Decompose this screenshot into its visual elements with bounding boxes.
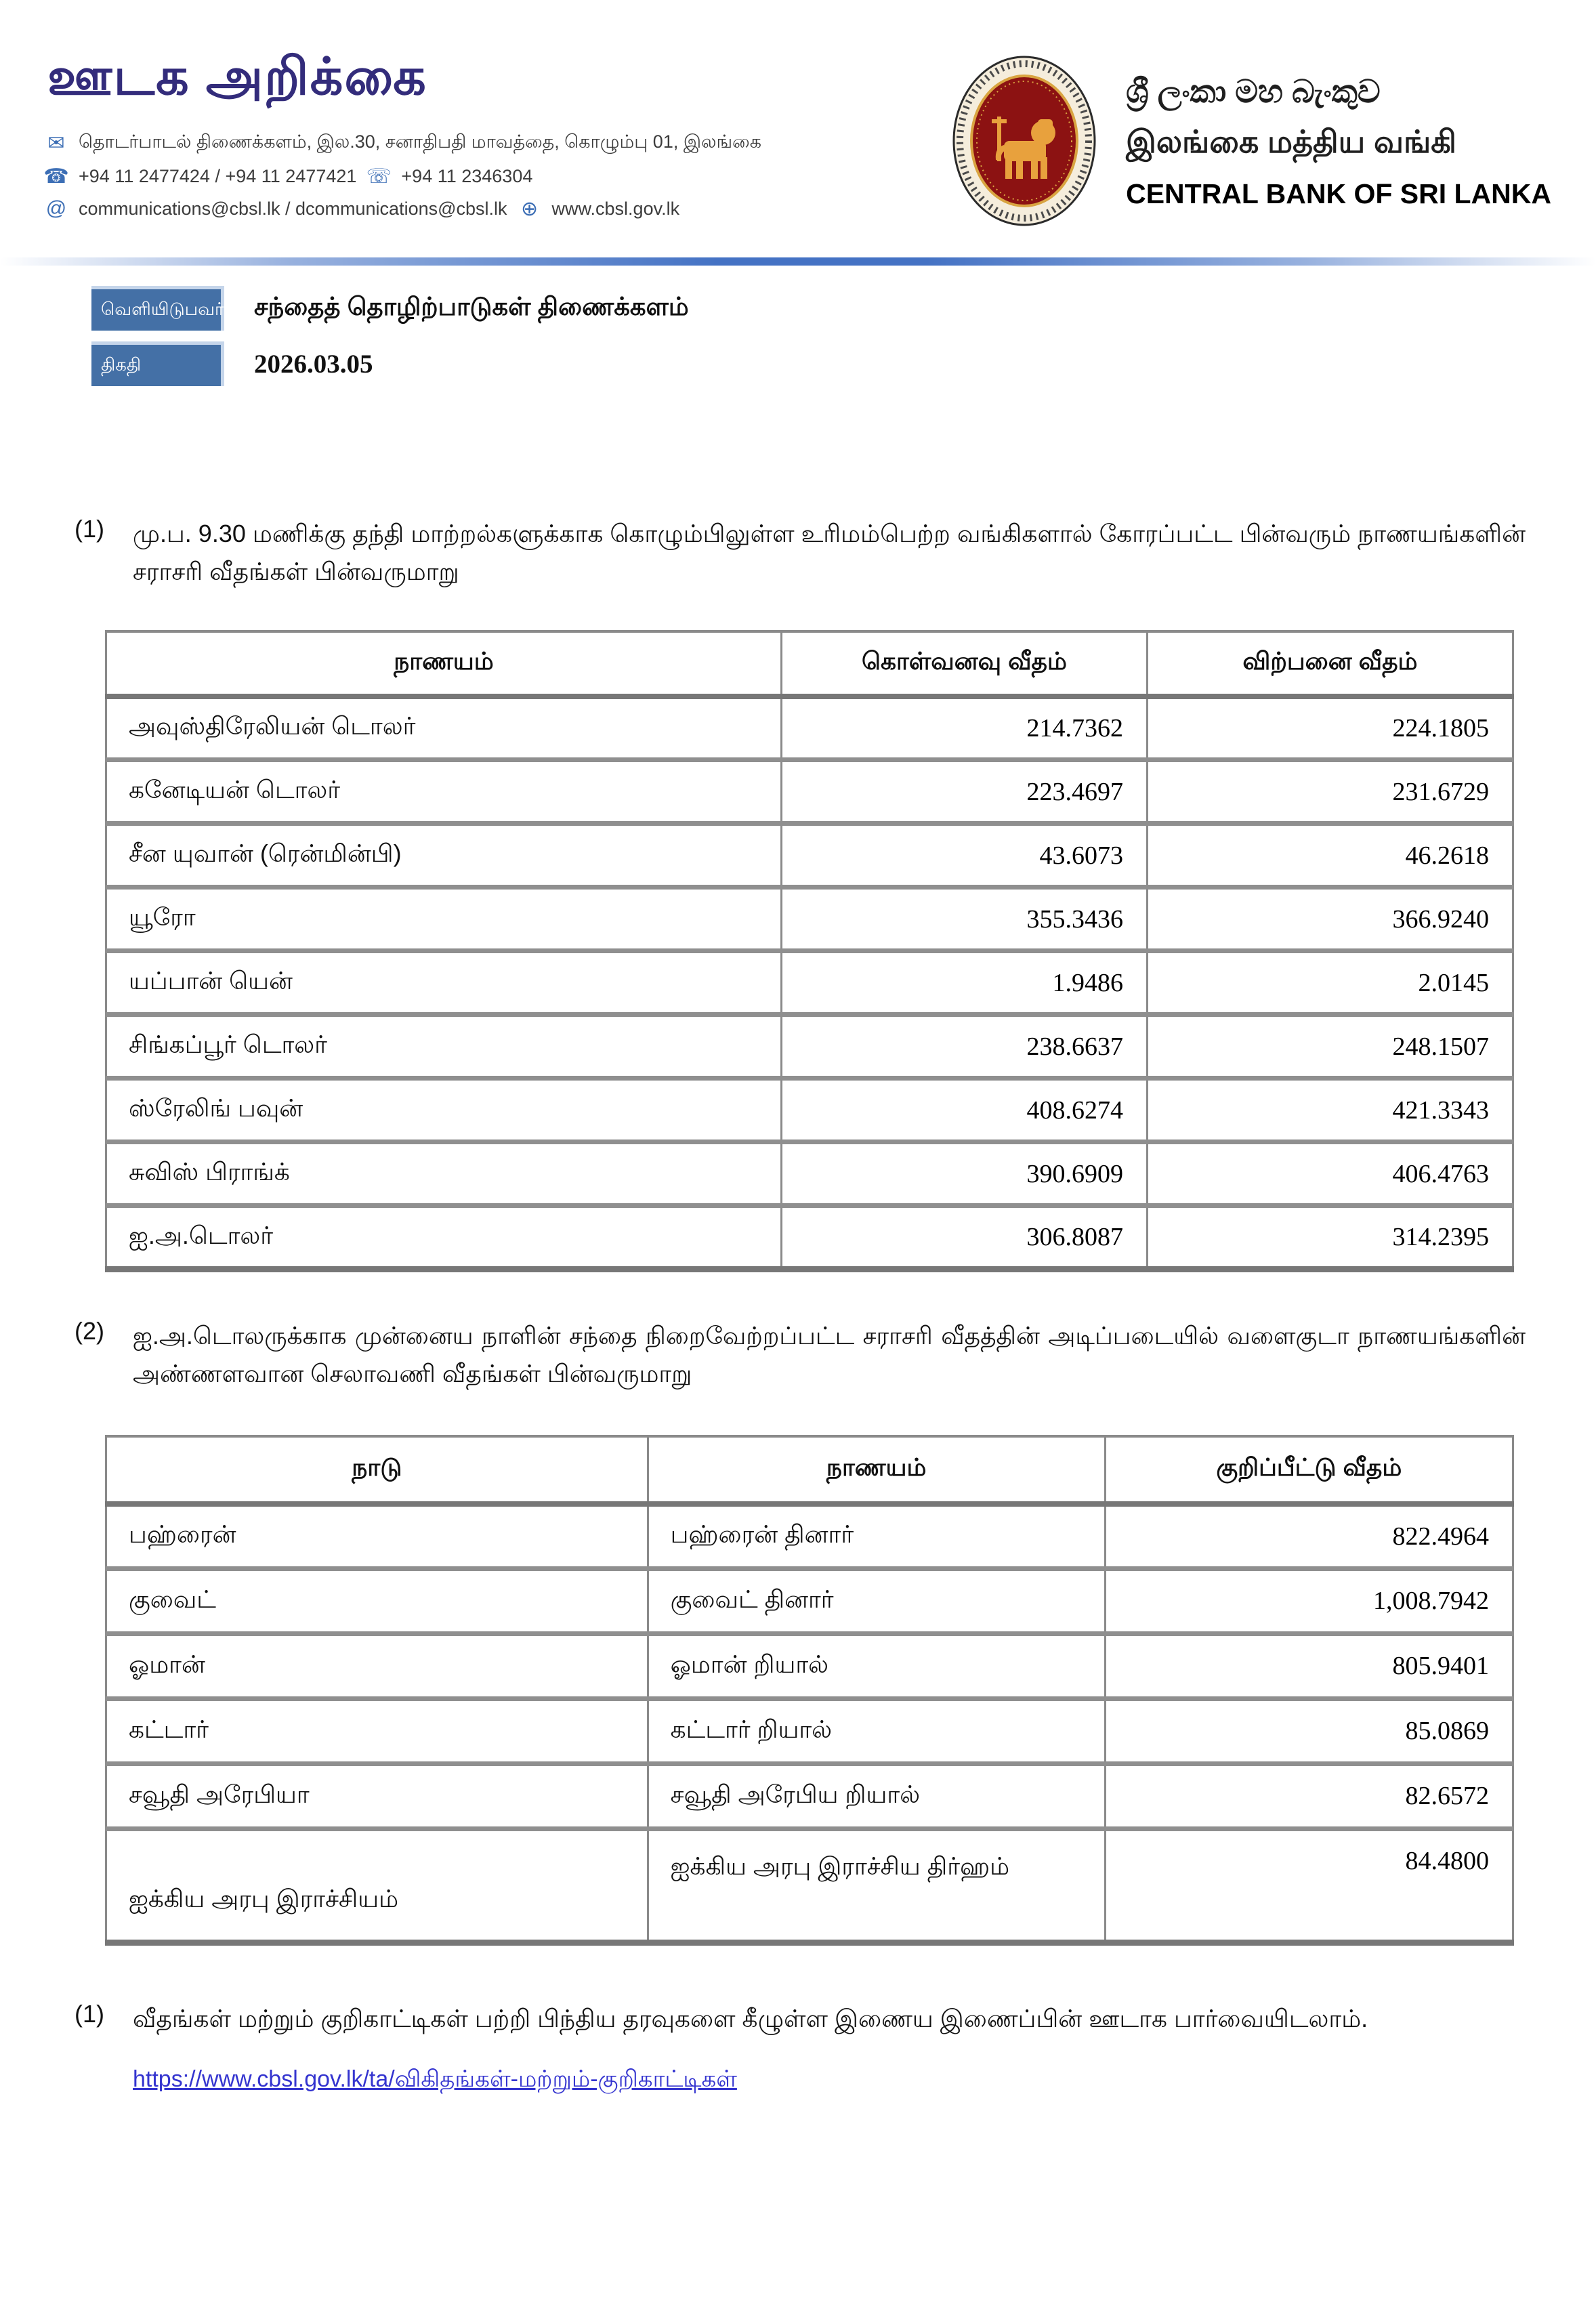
document-title: ஊடக அறிக்கை [47, 48, 427, 106]
fax-icon: ☏ [366, 165, 392, 188]
buying-rate: 43.6073 [781, 824, 1147, 887]
email-line [45, 197, 783, 220]
table-row [106, 951, 1513, 1015]
email-addresses: communications@cbsl.lk / dcommunications@cbsl.lk [79, 198, 507, 219]
at-sign-icon: @ [45, 197, 67, 219]
selling-rate: 46.2618 [1147, 824, 1513, 887]
footer-note-text: வீதங்கள் மற்றும் குறிகாட்டிகள் பற்றி பிந்திய தரவுகளை கீழுள்ள இணைய இணைப்பின் ஊடாக பார்வையிடலாம். [133, 2005, 1368, 2033]
indicative-rate: 82.6572 [1105, 1764, 1513, 1829]
country-name: சவூதி அரேபியா [106, 1764, 648, 1829]
currency-name: கட்டார் றியால் [648, 1699, 1105, 1764]
country-name: குவைட் [106, 1569, 648, 1634]
indicative-rate: 1,008.7942 [1105, 1569, 1513, 1634]
currency-name: அவுஸ்திரேலியன் டொலர் [106, 696, 782, 760]
table-row [106, 1142, 1513, 1206]
indicative-rate: 805.9401 [1105, 1634, 1513, 1699]
table1-header-selling: விற்பனை வீதம் [1147, 631, 1513, 696]
section2-paragraph [75, 1317, 1526, 1393]
table-row [106, 760, 1513, 824]
footer-note-paragraph [75, 2000, 1526, 2038]
currency-name: சுவிஸ் பிராங்க் [106, 1142, 782, 1206]
selling-rate: 421.3343 [1147, 1079, 1513, 1142]
buying-rate: 1.9486 [781, 951, 1147, 1015]
gulf-currency-table [105, 1435, 1514, 1946]
section2-text: ஐ.அ.டொலருக்காக முன்னைய நாளின் சந்தை நிறைவேற்றப்பட்ட சராசரி வீதத்தின் அடிப்படையில் வளைகுடா நாணயங்களின் அண்ணளவான செலாவணி வீதங்கள் பின்வருமாறு [133, 1322, 1526, 1387]
bank-name-sinhala: ශ්‍රී ලංකා මහ බැංකුව [1126, 72, 1381, 109]
currency-name: ஐ.அ.டொலர் [106, 1206, 782, 1270]
header [0, 0, 1596, 228]
table-row [106, 1699, 1513, 1764]
address-line [45, 131, 783, 155]
buying-rate: 408.6274 [781, 1079, 1147, 1142]
exchange-rates-table [105, 630, 1514, 1273]
table2-header-row [106, 1436, 1513, 1504]
rates-indicators-link[interactable]: https://www.cbsl.gov.lk/ta/விகிதங்கள்-மற்றும்-குறிகாட்டிகள் [133, 2066, 737, 2092]
footer-link-row [133, 2066, 1596, 2095]
buying-rate: 355.3436 [781, 887, 1147, 951]
section1-text: மு.ப. 9.30 மணிக்கு தந்தி மாற்றல்களுக்காக கொழும்பிலுள்ள உரிமம்பெற்ற வங்கிகளால் கோரப்பட்ட பின்வரும் நாணயங்களின் சராசரி வீதங்கள் பின்வருமாறு [133, 520, 1526, 585]
bank-name-block [1126, 72, 1551, 210]
table1-header-row [106, 631, 1513, 696]
table2-header-currency: நாணயம் [648, 1436, 1105, 1504]
phone-numbers: +94 11 2477424 / +94 11 2477421 [79, 165, 357, 186]
indicative-rate: 822.4964 [1105, 1504, 1513, 1569]
currency-name: கனேடியன் டொலர் [106, 760, 782, 824]
selling-rate: 406.4763 [1147, 1142, 1513, 1206]
table1-header-buying: கொள்வனவு வீதம் [781, 631, 1147, 696]
table-row [106, 824, 1513, 887]
section1-number: (1) [75, 515, 104, 543]
date-label-badge: திகதி [91, 341, 224, 386]
currency-name: பஹ்ரைன் தினார் [648, 1504, 1105, 1569]
selling-rate: 366.9240 [1147, 887, 1513, 951]
table-row [106, 1504, 1513, 1569]
phone-line [45, 165, 783, 188]
currency-name: ஓமான் றியால் [648, 1634, 1105, 1699]
selling-rate: 231.6729 [1147, 760, 1513, 824]
currency-name: சவூதி அரேபிய றியால் [648, 1764, 1105, 1829]
currency-name: ஸ்ரேலிங் பவுன் [106, 1079, 782, 1142]
currency-name: ஐக்கிய அரபு இராச்சிய திர்ஹம் [648, 1829, 1105, 1943]
header-divider-rule [0, 257, 1596, 266]
table2-header-country: நாடு [106, 1436, 648, 1504]
table1-header-currency: நாணயம் [106, 631, 782, 696]
table-row [106, 1206, 1513, 1270]
table-row [106, 1634, 1513, 1699]
issuer-row [91, 286, 1596, 331]
header-left [45, 47, 783, 228]
table-row [106, 1829, 1513, 1943]
section1-paragraph [75, 515, 1526, 591]
section2-number: (2) [75, 1317, 104, 1345]
envelope-icon: ✉ [47, 132, 65, 154]
issuer-value: சந்தைத் தொழிற்பாடுகள் திணைக்களம் [254, 292, 689, 320]
currency-name: யூரோ [106, 887, 782, 951]
indicative-rate: 84.4800 [1105, 1829, 1513, 1943]
table-row [106, 1764, 1513, 1829]
country-name: கட்டார் [106, 1699, 648, 1764]
indicative-rate: 85.0869 [1105, 1699, 1513, 1764]
country-name: ஐக்கிய அரபு இராச்சியம் [106, 1829, 648, 1943]
buying-rate: 223.4697 [781, 760, 1147, 824]
bank-name-english: CENTRAL BANK OF SRI LANKA [1126, 177, 1551, 209]
currency-name: யப்பான் யென் [106, 951, 782, 1015]
selling-rate: 314.2395 [1147, 1206, 1513, 1270]
website-url: www.cbsl.gov.lk [551, 198, 680, 219]
buying-rate: 390.6909 [781, 1142, 1147, 1206]
meta-block [91, 286, 1596, 386]
date-row [91, 341, 1596, 386]
selling-rate: 224.1805 [1147, 696, 1513, 760]
buying-rate: 238.6637 [781, 1015, 1147, 1079]
table-row [106, 1079, 1513, 1142]
table-row [106, 887, 1513, 951]
currency-name: குவைட் தினார் [648, 1569, 1105, 1634]
header-right [951, 47, 1551, 228]
footer-note-number: (1) [75, 2000, 104, 2028]
buying-rate: 214.7362 [781, 696, 1147, 760]
issuer-label-badge: வெளியிடுபவர் [91, 286, 224, 331]
address-text: தொடர்பாடல் திணைக்களம், இல.30, சனாதிபதி மாவத்தை, கொழும்பு 01, இலங்கை [79, 131, 761, 152]
phone-icon: ☎ [43, 165, 69, 188]
selling-rate: 2.0145 [1147, 951, 1513, 1015]
bank-name-tamil: இலங்கை மத்திய வங்கி [1126, 123, 1456, 159]
date-value: 2026.03.05 [254, 349, 373, 379]
currency-name: சீன யுவான் (ரென்மின்பி) [106, 824, 782, 887]
fax-number: +94 11 2346304 [401, 165, 533, 186]
central-bank-seal-logo [951, 54, 1097, 228]
globe-icon: ⊕ [520, 197, 539, 220]
table-row [106, 1569, 1513, 1634]
country-name: பஹ்ரைன் [106, 1504, 648, 1569]
currency-name: சிங்கப்பூர் டொலர் [106, 1015, 782, 1079]
table2-header-rate: குறிப்பீட்டு வீதம் [1105, 1436, 1513, 1504]
country-name: ஓமான் [106, 1634, 648, 1699]
table-row [106, 696, 1513, 760]
selling-rate: 248.1507 [1147, 1015, 1513, 1079]
buying-rate: 306.8087 [781, 1206, 1147, 1270]
table-row [106, 1015, 1513, 1079]
